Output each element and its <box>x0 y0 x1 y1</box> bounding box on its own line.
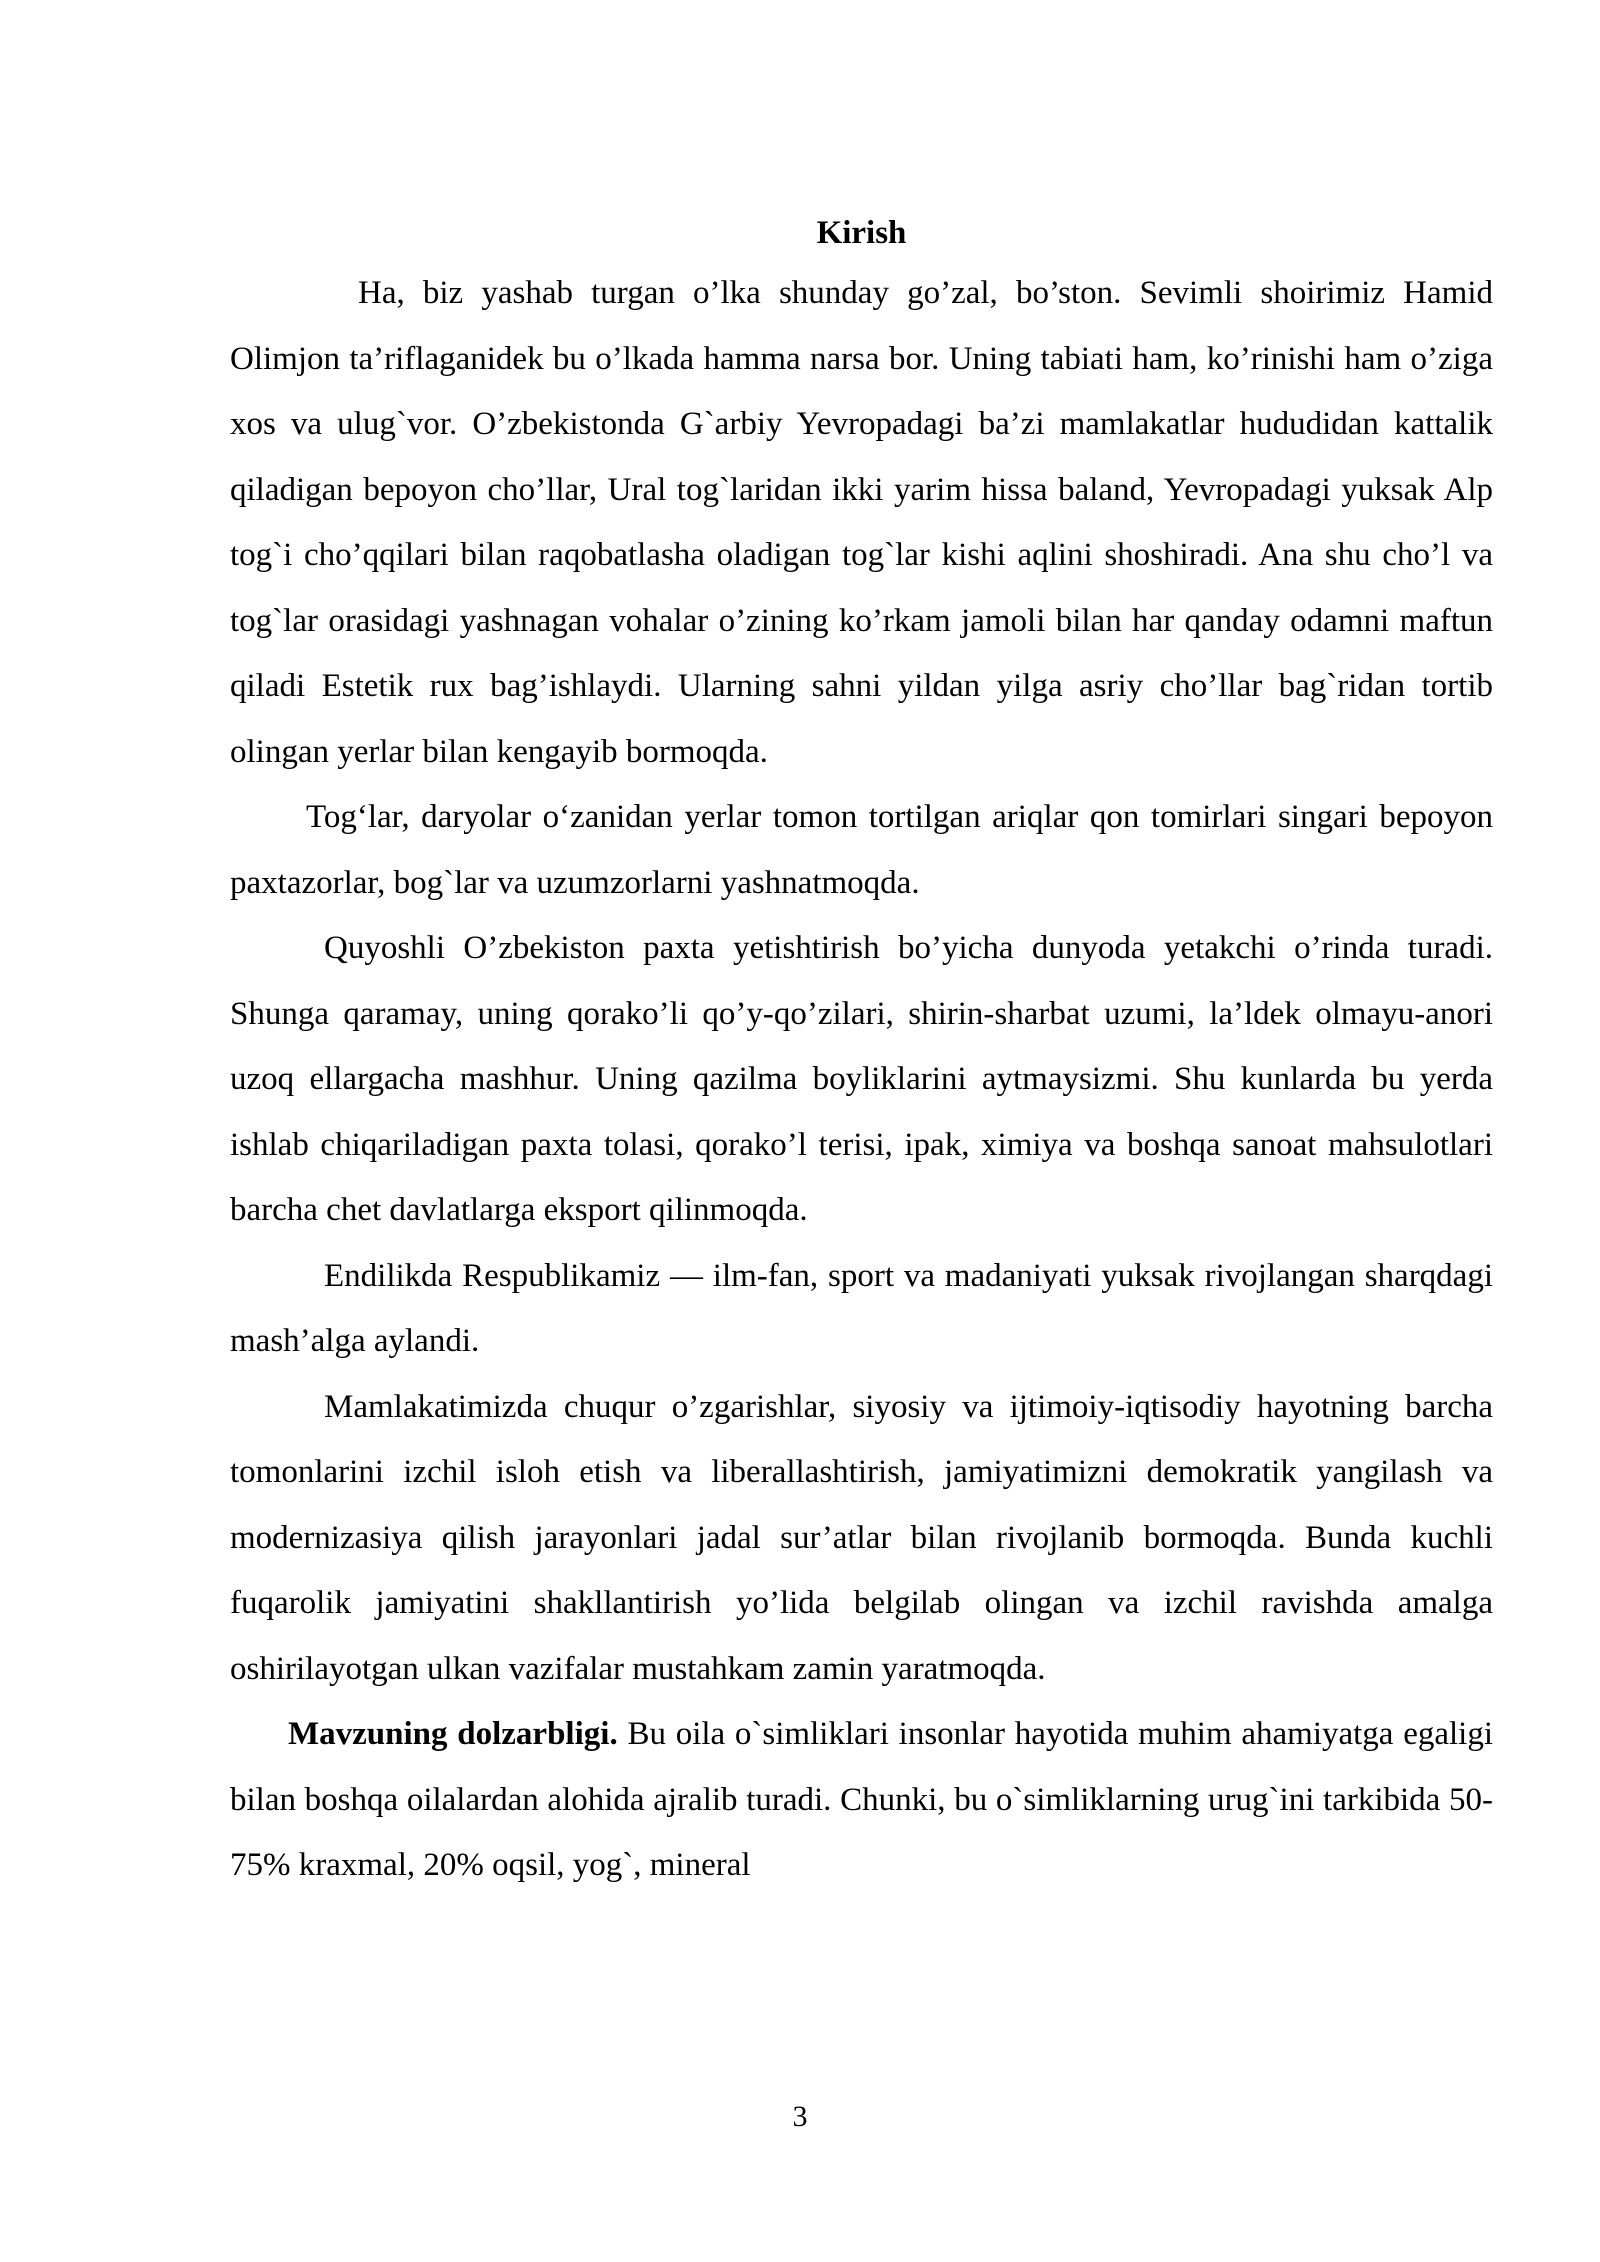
page-number: 3 <box>792 2100 808 2133</box>
paragraph-1: Ha, biz yashab turgan o’lka shunday go’zal, bo’ston. Sevimli shoirimiz Hamid Olimjon ta’riflaganidek bu o’lkada hamma narsa bor. Uning tabiati ham, ko’rinishi ham o’ziga xos va ulug`vor. O’zbekistonda G`arbiy Yevropadagi ba’zi mamlakatlar hududidan kattalik qiladigan bepoyon cho’llar, Ural tog`laridan ikki yarim hissa baland, Yevropadagi yuksak Alp tog`i cho’qqilari bilan raqobatlasha oladigan tog`lar kishi aqlini shoshiradi. Ana shu cho’l va tog`lar orasidagi yashnagan vohalar o’zining ko’rkam jamoli bilan har qanday odamni maftun qiladi Estetik rux bag’ishlaydi. Ularning sahni yildan yilga asriy cho’llar bag`ridan tortib olingan yerlar bilan kengayib bormoqda. <box>230 275 1493 770</box>
section-title: Kirish <box>816 215 907 251</box>
paragraph-2: Tog‘lar, daryolar o‘zanidan yerlar tomon tortilgan ariqlar qon tomirlari singari bepoyon paxtazorlar, bog`lar va uzumzorlarni yashnatmoqda. <box>230 799 1493 901</box>
paragraph-4: Endilikda Respublikamiz — ilm-fan, sport va madaniyati yuksak rivojlangan sharqdagi mash’alga aylandi. <box>230 1257 1493 1359</box>
paragraph-3: Quyoshli O’zbekiston paxta yetishtirish bo’yicha dunyoda yetakchi o’rinda turadi. Shunga qaramay, uning qorako’li qo’y-qo’zilari, shirin-sharbat uzumi, la’ldek olmayu-anori uzoq ellargacha mashhur. Uning qazilma boyliklarini aytmaysizmi. Shu kunlarda bu yerda ishlab chiqariladigan paxta tolasi, qorako’l terisi, ipak, ximiya va boshqa sanoat mahsulotlari barcha chet davlatlarga eksport qilinmoqda. <box>230 930 1493 1228</box>
document-body <box>230 206 1493 1899</box>
paragraph-lead-heading: Mavzuning dolzarbligi. <box>288 1716 618 1752</box>
paragraph-6 <box>230 1702 1493 1899</box>
paragraph-5: Mamlakatimizda chuqur o’zgarishlar, siyosiy va ijtimoiy-iqtisodiy hayotning barcha tomonlarini izchil isloh etish va liberallashtirish, jamiyatimizni demokratik yangilash va modernizasiya qilish jarayonlari jadal sur’atlar bilan rivojlanib bormoqda. Bunda kuchli fuqarolik jamiyatini shakllantirish yo’lida belgilab olingan va izchil ravishda amalga oshirilayotgan ulkan vazifalar mustahkam zamin yaratmoqda. <box>230 1388 1493 1687</box>
paragraph-6-text: Bu oila o`simliklari insonlar hayotida muhim ahamiyatga egaligi bilan boshqa oilalardan alohida ajralib turadi. Chunki, bu o`simliklarning urug`ini tarkibida 50-75% kraxmal, 20% oqsil, yog`, mineral <box>230 1716 1493 1883</box>
